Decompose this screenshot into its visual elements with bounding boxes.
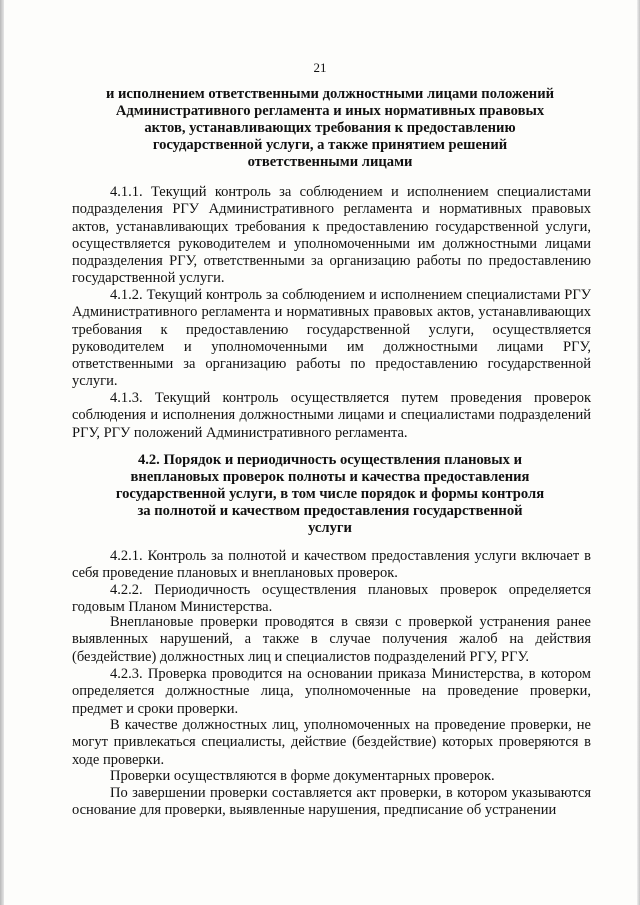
paragraph-4-2-2: 4.2.2. Периодичность осуществления плановых проверок определяется годовым Планом Министерства. xyxy=(72,582,591,616)
heading-line: государственной услуги, в том числе порядок и формы контроля xyxy=(115,486,545,502)
heading-line: услуги xyxy=(308,520,352,536)
page-number: 21 xyxy=(313,60,327,75)
heading-line: государственной услуги, а также принятием решений xyxy=(152,137,508,153)
paragraph-4-1-3: 4.1.3. Текущий контроль осуществляется путем проведения проверок соблюдения и исполнения должностными лицами и специалистами подразделений РГУ, РГУ положений Административного регламента. xyxy=(72,390,591,441)
section-heading-top xyxy=(60,86,600,171)
paragraph-4-1-1: 4.1.1. Текущий контроль за соблюдением и исполнением специалистами подразделения РГУ Административного регламента и нормативных правовых актов, устанавливающих требования к предоставлению государственной услуги, осуществляется руководителем и уполномоченными им должностными лицами подразделения РГУ, ответственными за организацию работы по предоставлению государственной услуги. xyxy=(72,184,591,287)
paragraph-inspection-act: По завершении проверки составляется акт проверки, в котором указываются основание для проверки, выявленные нарушения, предписание об устранении xyxy=(72,785,591,819)
heading-line: ответственными лицами xyxy=(247,154,413,170)
heading-line: и исполнением ответственными должностными лицами положений xyxy=(105,86,555,102)
paragraph-4-2-1: 4.2.1. Контроль за полнотой и качеством предоставления услуги включает в себя проведение плановых и внеплановых проверок. xyxy=(72,548,591,582)
paragraph-4-2-3: 4.2.3. Проверка проводится на основании приказа Министерства, в котором определяется должностные лица, уполномоченные на проведение проверки, предмет и сроки проверки. xyxy=(72,666,591,717)
paragraph-documentary-checks: Проверки осуществляются в форме документарных проверок. xyxy=(110,768,495,784)
heading-line: внеплановых проверок полноты и качества предоставления xyxy=(130,469,530,485)
heading-line: актов, устанавливающих требования к предоставлению xyxy=(144,120,516,136)
scan-edge-left xyxy=(0,0,4,905)
heading-line: за полнотой и качеством предоставления государственной xyxy=(137,503,523,519)
heading-line: 4.2. Порядок и периодичность осуществления плановых и xyxy=(137,452,523,468)
paragraph-officials: В качестве должностных лиц, уполномоченных на проведение проверки, не могут привлекаться специалисты, действие (бездействие) которых проверяются в ходе проверки. xyxy=(72,717,591,768)
heading-line: Административного регламента и иных нормативных правовых xyxy=(115,103,545,119)
paragraph-unscheduled-checks: Внеплановые проверки проводятся в связи с проверкой устранения ранее выявленных нарушений, а также в случае получения жалоб на действия (бездействие) должностных лиц и специалистов подразделений РГУ, РГУ. xyxy=(72,614,591,665)
paragraph-4-1-2: 4.1.2. Текущий контроль за соблюдением и исполнением специалистами РГУ Административного регламента и нормативных правовых актов, устанавливающих требования к предоставлению государственной услуги, осуществляется руководителем и уполномоченными им должностными лицами РГУ, ответственными за организацию работы по предоставлению государственной услуги. xyxy=(72,287,591,390)
section-heading-4-2 xyxy=(60,452,600,537)
